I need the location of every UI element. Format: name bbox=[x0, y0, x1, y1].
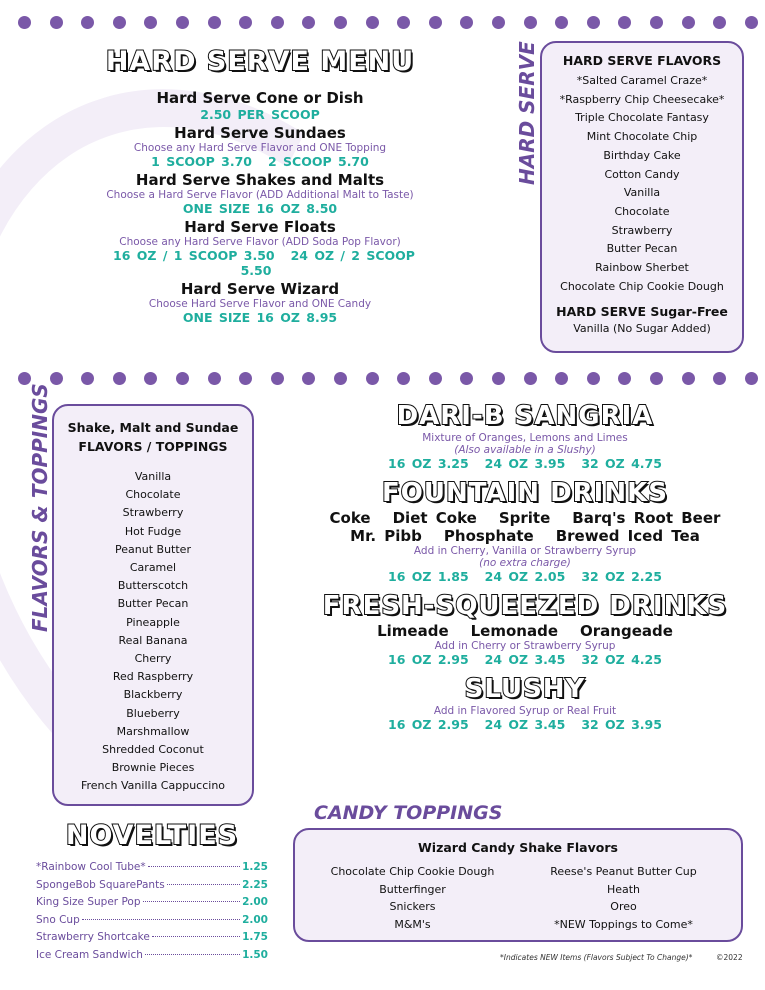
flavor-item: Butter Pecan bbox=[606, 242, 678, 256]
divider-dot bbox=[113, 372, 126, 385]
sangria-prices bbox=[300, 456, 750, 471]
dot-leader bbox=[167, 884, 240, 885]
menu-item-price: 1 SCOOP 3.70 bbox=[151, 154, 252, 169]
candy-item: *NEW Toppings to Come* bbox=[554, 917, 693, 931]
divider-dot bbox=[366, 16, 379, 29]
fountain-row-2 bbox=[300, 527, 750, 545]
divider-dot bbox=[524, 372, 537, 385]
sangria-title: DARI-B SANGRIA bbox=[396, 401, 654, 431]
divider-dot bbox=[302, 16, 315, 29]
drinks-section bbox=[300, 400, 750, 732]
menu-item-price: 2 SCOOP 5.70 bbox=[268, 154, 369, 169]
menu-item-prices bbox=[95, 154, 425, 169]
drink-price: 16 OZ 1.85 bbox=[388, 569, 469, 584]
topping-item: Cherry bbox=[134, 652, 172, 666]
novelty-price: 2.25 bbox=[242, 878, 268, 891]
fresh-prices bbox=[300, 652, 750, 667]
toppings-list bbox=[60, 468, 246, 796]
sangria-desc: Mixture of Oranges, Lemons and Limes bbox=[422, 432, 628, 444]
divider-dot bbox=[366, 372, 379, 385]
fountain-row-1 bbox=[300, 509, 750, 527]
menu-item-prices bbox=[95, 310, 425, 325]
drink-name: Phosphate bbox=[443, 527, 534, 545]
menu-item-name: Hard Serve Shakes and Malts bbox=[135, 171, 385, 189]
divider-dot bbox=[429, 372, 442, 385]
drink-name: Brewed Iced Tea bbox=[555, 527, 700, 545]
candy-item: Chocolate Chip Cookie Dough bbox=[330, 865, 495, 878]
flavor-item: Rainbow Sherbet bbox=[595, 261, 689, 275]
hard-serve-flavors-title: HARD SERVE FLAVORS bbox=[562, 53, 722, 68]
candy-grid bbox=[307, 863, 729, 933]
candy-item: Snickers bbox=[389, 900, 436, 913]
candy-item: M&M's bbox=[394, 917, 431, 931]
drink-name: Coke bbox=[329, 509, 371, 527]
drink-name: Mr. Pibb bbox=[350, 527, 422, 545]
fountain-note: (no extra charge) bbox=[479, 557, 571, 569]
divider-dot bbox=[745, 372, 758, 385]
novelties-list bbox=[36, 859, 268, 964]
candy-box-title: Wizard Candy Shake Flavors bbox=[418, 840, 618, 855]
divider-dot bbox=[682, 16, 695, 29]
candy-box bbox=[293, 828, 743, 942]
divider-dot bbox=[713, 372, 726, 385]
divider-dot bbox=[650, 16, 663, 29]
divider-dot bbox=[50, 16, 63, 29]
slushy-desc: Add in Flavored Syrup or Real Fruit bbox=[433, 705, 617, 717]
topping-item: Caramel bbox=[129, 561, 177, 575]
dot-leader bbox=[148, 866, 240, 867]
drink-name: Orangeade bbox=[580, 622, 673, 640]
menu-item-desc: Choose Hard Serve Flavor and ONE Candy bbox=[148, 298, 372, 310]
novelty-price: 1.75 bbox=[242, 931, 268, 943]
topping-item: Pineapple bbox=[126, 615, 180, 629]
menu-item-prices bbox=[95, 248, 425, 278]
divider-dot bbox=[524, 16, 537, 29]
menu-item-name: Hard Serve Cone or Dish bbox=[156, 89, 364, 107]
novelty-row bbox=[36, 877, 268, 895]
fresh-title: FRESH-SQUEEZED DRINKS bbox=[322, 591, 728, 621]
divider-dot bbox=[271, 16, 284, 29]
menu-item-price: 24 OZ / 2 SCOOP 5.50 bbox=[240, 248, 415, 278]
candy-item: Oreo bbox=[610, 900, 637, 913]
dot-leader bbox=[143, 901, 241, 902]
novelty-name: Ice Cream Sandwich bbox=[36, 948, 143, 961]
novelty-price: 1.50 bbox=[242, 948, 268, 961]
menu-item-name: Hard Serve Wizard bbox=[180, 280, 340, 298]
menu-item-name: Hard Serve Floats bbox=[184, 218, 336, 236]
topping-item: Real Banana bbox=[118, 633, 188, 647]
novelty-name: Strawberry Shortcake bbox=[36, 931, 150, 943]
flavors-toppings-vertical-label: FLAVORS & TOPPINGS bbox=[28, 383, 52, 632]
menu-item-price: 16 OZ / 1 SCOOP 3.50 bbox=[113, 248, 275, 263]
novelty-row bbox=[36, 859, 268, 877]
menu-item-prices bbox=[95, 107, 425, 122]
menu-item-price: ONE SIZE 16 OZ 8.50 bbox=[182, 201, 338, 216]
drink-price: 24 OZ 3.45 bbox=[484, 652, 566, 667]
flavor-item: Birthday Cake bbox=[603, 148, 681, 162]
candy-item: Butterfinger bbox=[379, 882, 446, 896]
drink-price: 16 OZ 2.95 bbox=[388, 652, 469, 667]
drink-price: 24 OZ 3.45 bbox=[484, 717, 566, 732]
topping-item: Marshmallow bbox=[116, 724, 190, 738]
divider-dot bbox=[18, 16, 31, 29]
menu-item-price: ONE SIZE 16 OZ 8.95 bbox=[182, 310, 338, 325]
divider-dot bbox=[682, 372, 695, 385]
novelty-name: SpongeBob SquarePants bbox=[36, 878, 165, 891]
novelty-name: Sno Cup bbox=[36, 913, 80, 926]
divider-dot bbox=[713, 16, 726, 29]
hard-serve-flavors-box bbox=[540, 41, 744, 353]
sugar-free-title: HARD SERVE Sugar-Free bbox=[556, 304, 728, 320]
divider-dot bbox=[81, 16, 94, 29]
topping-item: Peanut Butter bbox=[115, 542, 191, 556]
drink-price: 32 OZ 2.25 bbox=[581, 569, 662, 584]
drink-price: 24 OZ 2.05 bbox=[484, 569, 566, 584]
candy-toppings-title: CANDY TOPPINGS bbox=[314, 802, 503, 824]
candy-item: Heath bbox=[606, 882, 641, 896]
hard-serve-menu-title: HARD SERVE MENU bbox=[105, 46, 415, 77]
novelty-name: *Rainbow Cool Tube* bbox=[36, 861, 146, 873]
divider-dot bbox=[271, 372, 284, 385]
drink-price: 16 OZ 3.25 bbox=[388, 456, 469, 471]
divider-dot bbox=[650, 372, 663, 385]
flavor-item: Chocolate bbox=[614, 204, 670, 218]
divider-dot bbox=[208, 372, 221, 385]
divider-dot bbox=[587, 372, 600, 385]
topping-item: Chocolate bbox=[125, 488, 181, 502]
topping-item: Strawberry bbox=[122, 506, 184, 520]
fountain-desc: Add in Cherry, Vanilla or Strawberry Syrup bbox=[413, 545, 637, 557]
toppings-title-line2: FLAVORS / TOPPINGS bbox=[78, 439, 228, 454]
menu-item-desc: Choose any Hard Serve Flavor and ONE Topping bbox=[133, 142, 387, 154]
divider-dot bbox=[397, 16, 410, 29]
divider-dot bbox=[492, 372, 505, 385]
dot-leader bbox=[152, 936, 240, 937]
divider-dot bbox=[618, 16, 631, 29]
topping-item: French Vanilla Cappuccino bbox=[80, 779, 226, 793]
divider-dot bbox=[745, 16, 758, 29]
divider-dot bbox=[429, 16, 442, 29]
topping-item: Shredded Coconut bbox=[102, 743, 204, 757]
slushy-prices bbox=[300, 717, 750, 732]
topping-item: Blueberry bbox=[126, 706, 180, 720]
drink-price: 16 OZ 2.95 bbox=[388, 717, 469, 732]
drink-name: Sprite bbox=[498, 509, 551, 527]
menu-item-name: Hard Serve Sundaes bbox=[174, 124, 346, 142]
divider-dot bbox=[208, 16, 221, 29]
sangria-note: (Also available in a Slushy) bbox=[454, 444, 596, 456]
toppings-title-line1: Shake, Malt and Sundae bbox=[67, 420, 239, 435]
divider-dot bbox=[555, 372, 568, 385]
candy-item: Reese's Peanut Butter Cup bbox=[550, 865, 697, 878]
flavor-item: Vanilla bbox=[623, 186, 661, 200]
hard-serve-flavor-list bbox=[548, 72, 736, 296]
sugar-free-item: Vanilla (No Sugar Added) bbox=[573, 322, 711, 336]
drink-price: 24 OZ 3.95 bbox=[484, 456, 566, 471]
novelty-price: 2.00 bbox=[242, 896, 268, 908]
divider-dot bbox=[176, 372, 189, 385]
divider-dot bbox=[492, 16, 505, 29]
divider-dot bbox=[334, 372, 347, 385]
divider-dot bbox=[587, 16, 600, 29]
dot-leader bbox=[145, 954, 240, 955]
divider-dot bbox=[334, 16, 347, 29]
divider-dot bbox=[176, 16, 189, 29]
menu-item-desc: Choose any Hard Serve Flavor (ADD Soda Pop Flavor) bbox=[119, 236, 401, 248]
divider-dot bbox=[618, 372, 631, 385]
flavor-item: Cotton Candy bbox=[604, 167, 680, 181]
hard-serve-menu bbox=[95, 46, 425, 325]
slushy-title: SLUSHY bbox=[464, 674, 586, 704]
copyright: ©2022 bbox=[716, 953, 743, 962]
footnote: *Indicates NEW Items (Flavors Subject To Change)* bbox=[500, 953, 693, 962]
novelty-row bbox=[36, 894, 268, 912]
novelty-name: King Size Super Pop bbox=[36, 896, 141, 908]
drink-price: 32 OZ 4.25 bbox=[581, 652, 662, 667]
fountain-prices bbox=[300, 569, 750, 584]
divider-dot bbox=[239, 16, 252, 29]
topping-item: Blackberry bbox=[123, 688, 183, 702]
flavor-item: *Salted Caramel Craze* bbox=[576, 74, 708, 87]
divider-dot bbox=[460, 16, 473, 29]
novelty-price: 2.00 bbox=[242, 913, 268, 926]
novelty-price: 1.25 bbox=[242, 861, 268, 873]
dot-leader bbox=[82, 919, 240, 920]
drink-name: Barq's Root Beer bbox=[572, 509, 721, 527]
topping-item: Red Raspberry bbox=[112, 670, 194, 684]
drink-price: 32 OZ 3.95 bbox=[581, 717, 662, 732]
flavor-item: Chocolate Chip Cookie Dough bbox=[560, 279, 724, 293]
novelties-title: NOVELTIES bbox=[65, 820, 239, 851]
divider-dot bbox=[113, 16, 126, 29]
fresh-desc: Add in Cherry or Strawberry Syrup bbox=[434, 640, 616, 652]
toppings-box bbox=[52, 404, 254, 806]
novelty-row bbox=[36, 912, 268, 930]
novelty-row bbox=[36, 929, 268, 947]
menu-item-desc: Choose a Hard Serve Flavor (ADD Additional Malt to Taste) bbox=[106, 189, 414, 201]
drink-price: 32 OZ 4.75 bbox=[581, 456, 662, 471]
fresh-row-1 bbox=[300, 622, 750, 640]
drink-name: Diet Coke bbox=[392, 509, 477, 527]
flavor-item: Triple Chocolate Fantasy bbox=[575, 111, 709, 125]
divider-dot bbox=[144, 16, 157, 29]
menu-item-price: 2.50 PER SCOOP bbox=[200, 107, 320, 122]
divider-dot bbox=[555, 16, 568, 29]
drink-name: Lemonade bbox=[470, 622, 559, 640]
novelty-row bbox=[36, 947, 268, 965]
topping-item: Butterscotch bbox=[117, 579, 189, 593]
novelties-section bbox=[36, 820, 268, 964]
fountain-title: FOUNTAIN DRINKS bbox=[382, 478, 668, 508]
topping-item: Vanilla bbox=[134, 470, 172, 483]
flavor-item: *Raspberry Chip Cheesecake* bbox=[559, 92, 725, 106]
drink-name: Limeade bbox=[377, 622, 449, 640]
menu-item-prices bbox=[95, 201, 425, 216]
topping-item: Hot Fudge bbox=[124, 524, 182, 538]
topping-item: Butter Pecan bbox=[117, 597, 189, 611]
topping-item: Brownie Pieces bbox=[111, 761, 195, 775]
flavor-item: Strawberry bbox=[611, 223, 673, 237]
hard-serve-vertical-label: HARD SERVE bbox=[515, 41, 539, 185]
flavor-item: Mint Chocolate Chip bbox=[586, 130, 698, 144]
